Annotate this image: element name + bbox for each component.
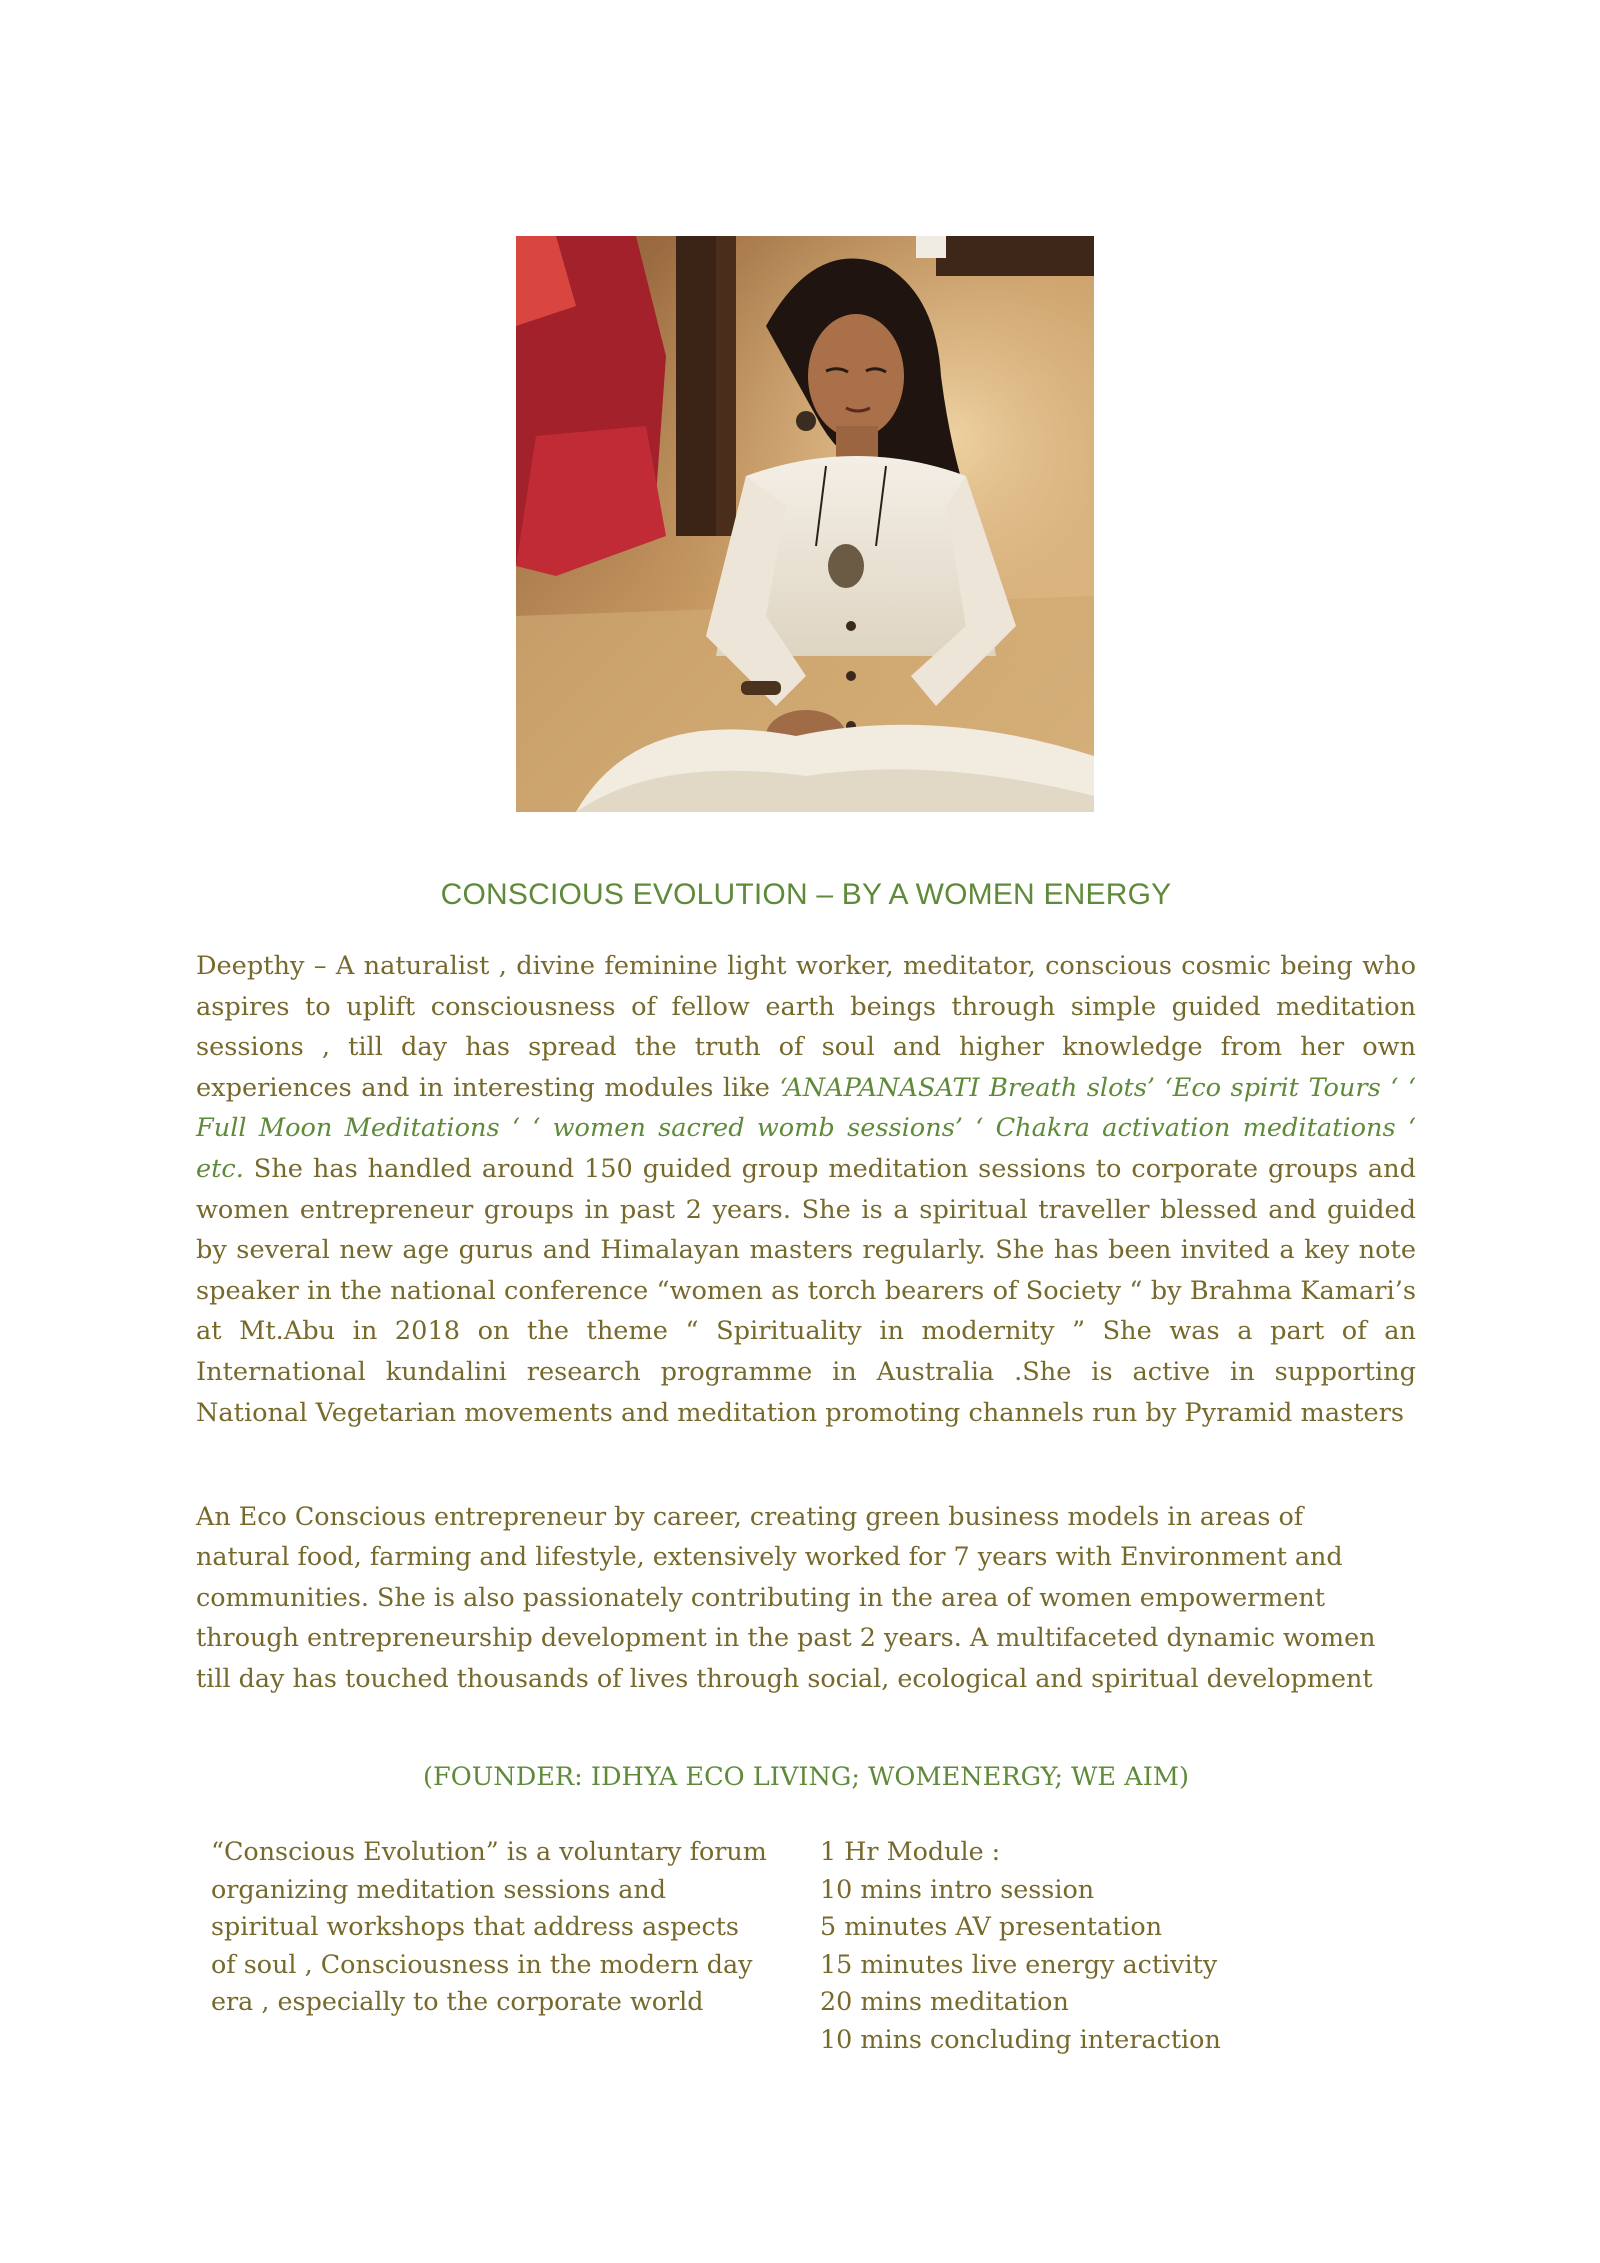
bio-rest-text: She has handled around 150 guided group meditation sessions to corporate groups and women entrepreneur groups in past 2 years. She is a spiritual traveller blessed and guided by several new age gurus and Himalayan masters regularly. She has been invited a key note speaker in the national conference “women as torch bearers of Society “ by Brahma Kamari’s at Mt.Abu in 2018 on the theme “ Spirituality in modernity ” She was a part of an International kundalini research programme in Australia .She is active in supporting National Vegetarian movements and meditation promoting channels run by Pyramid masters	[196, 1153, 1416, 1428]
module-item: 10 mins concluding interaction	[820, 2023, 1221, 2054]
career-paragraph: An Eco Conscious entrepreneur by career, creating green business models in areas of natural food, farming and lifestyle, extensively worked for 7 years with Environment and communities. She is also passionately contributing in the area of women empowerment through entrepreneurship development in the past 2 years. A multifaceted dynamic women till day has touched thousands of lives through social, ecological and spiritual development	[196, 1501, 1376, 1693]
bio-intro-text: Deepthy – A naturalist , divine feminine light worker, meditator, conscious cosmic being who aspires to uplift consciousness of fellow earth beings through simple guided meditation sessions , till day has spread the truth of soul and higher knowledge from her own experiences and in interesting modules like	[196, 951, 1416, 1103]
module-item: 5 minutes AV presentation	[820, 1911, 1163, 1942]
profile-photo	[516, 236, 1094, 812]
bio-paragraph	[196, 946, 1416, 1433]
bio-modules-text: ‘ANAPANASATI Breath slots’ ‘Eco spirit Tours ‘ ‘ Full Moon Meditations ‘ ‘ women sacred womb sessions’ ‘ Chakra activation meditations ‘ etc.	[196, 1072, 1416, 1184]
founder-line: (FOUNDER: IDHYA ECO LIVING; WOMENERGY; WE AIM)	[423, 1762, 1189, 1792]
about-paragraph: “Conscious Evolution” is a voluntary forum organizing meditation sessions and spiritual workshops that address aspects of soul , Consciousness in the modern day era , especially to the corporate world	[211, 1836, 767, 2017]
meditation-photo-illustration	[516, 236, 1094, 812]
module-schedule	[820, 1833, 1380, 2059]
module-heading: 1 Hr Module :	[820, 1836, 1001, 1866]
module-item: 20 mins meditation	[820, 1986, 1069, 2017]
page-title: CONSCIOUS EVOLUTION – BY A WOMEN ENERGY	[440, 878, 1172, 911]
module-item: 10 mins intro session	[820, 1873, 1095, 1904]
module-item: 15 minutes live energy activity	[820, 1948, 1218, 1979]
